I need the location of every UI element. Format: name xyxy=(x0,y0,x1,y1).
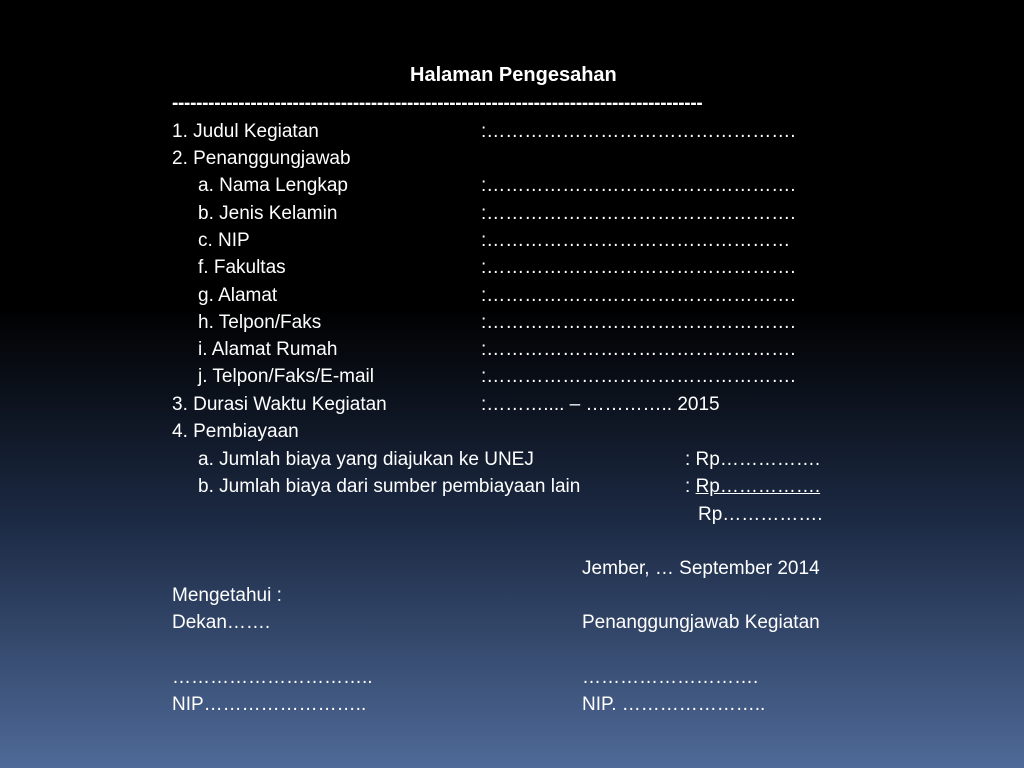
row-label-nip: c. NIP xyxy=(198,230,250,251)
row-label-telpon: h. Telpon/Faks xyxy=(198,312,322,333)
row-value-telpon: :…………………………………………. xyxy=(481,312,796,333)
funding-label-unej: a. Jumlah biaya yang diajukan ke UNEJ xyxy=(198,449,534,470)
row-value-nip: :………………………………………… xyxy=(481,230,791,251)
responsible-name-line: ………………………. xyxy=(582,667,759,688)
funding-value-unej: : Rp……………. xyxy=(685,449,821,470)
funding-label-other: b. Jumlah biaya dari sumber pembiayaan lain xyxy=(198,476,581,497)
row-label-pembiayaan: 4. Pembiayaan xyxy=(172,421,299,442)
row-label-penanggungjawab: 2. Penanggungjawab xyxy=(172,148,351,169)
row-label-nama: a. Nama Lengkap xyxy=(198,175,348,196)
dean-name-line: ………………………….. xyxy=(172,667,373,688)
row-value-fakultas: :…………………………………………. xyxy=(481,257,796,278)
row-label-email: j. Telpon/Faks/E-mail xyxy=(198,366,374,387)
funding-value-other-prefix: : xyxy=(685,476,696,497)
row-value-durasi: :……….... – ………….. 2015 xyxy=(481,394,720,415)
row-label-alamat-rumah: i. Alamat Rumah xyxy=(198,339,338,360)
row-value-judul: :…………………………………………. xyxy=(481,121,796,142)
row-value-alamat: :…………………………………………. xyxy=(481,285,796,306)
dean-role: Dekan……. xyxy=(172,612,271,633)
row-label-alamat: g. Alamat xyxy=(198,285,278,306)
separator-line: ---------------------------------------------------------------------------------------- xyxy=(172,93,703,114)
row-value-email: :…………………………………………. xyxy=(481,366,796,387)
row-label-jenis-kelamin: b. Jenis Kelamin xyxy=(198,203,338,224)
responsible-nip: NIP. ………………….. xyxy=(582,694,766,715)
row-value-nama: :…………………………………………. xyxy=(481,175,796,196)
row-label-durasi: 3. Durasi Waktu Kegiatan xyxy=(172,394,387,415)
funding-value-other-amount: Rp……………. xyxy=(695,476,821,497)
responsible-role: Penanggungjawab Kegiatan xyxy=(582,612,820,633)
row-value-jenis-kelamin: :…………………………………………. xyxy=(481,203,796,224)
funding-total: Rp……………. xyxy=(698,504,823,525)
funding-value-other xyxy=(685,473,820,500)
row-label-fakultas: f. Fakultas xyxy=(198,257,286,278)
page-title: Halaman Pengesahan xyxy=(410,64,617,86)
place-date: Jember, … September 2014 xyxy=(582,558,820,579)
row-value-alamat-rumah: :…………………………………………. xyxy=(481,339,796,360)
dean-nip: NIP…………………….. xyxy=(172,694,367,715)
acknowledge-label: Mengetahui : xyxy=(172,585,282,606)
row-label-judul: 1. Judul Kegiatan xyxy=(172,121,319,142)
